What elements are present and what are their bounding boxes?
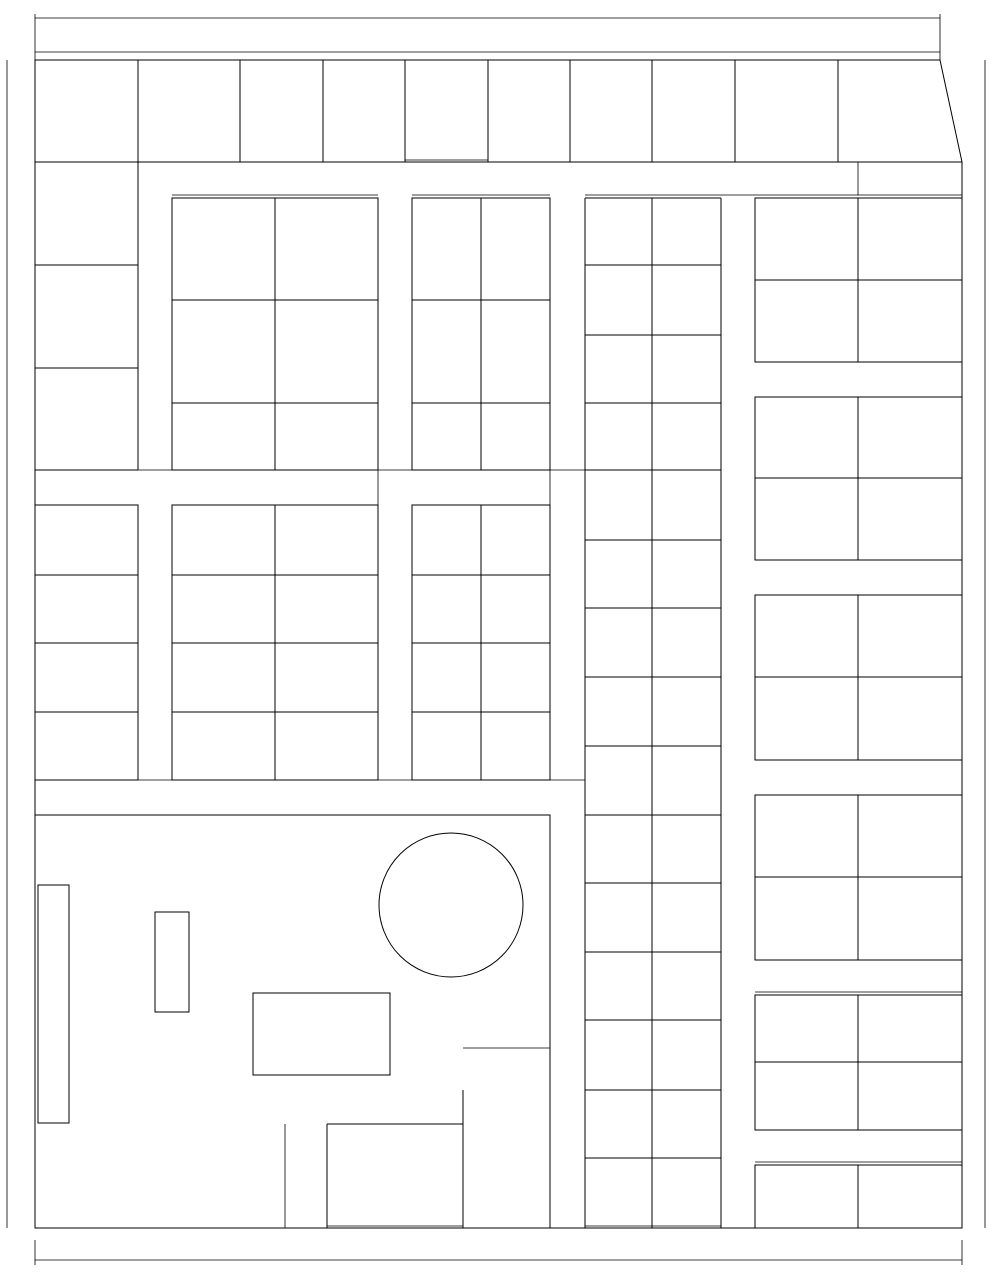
structure-lines (35, 60, 962, 1228)
dimension-lines (7, 14, 985, 1265)
